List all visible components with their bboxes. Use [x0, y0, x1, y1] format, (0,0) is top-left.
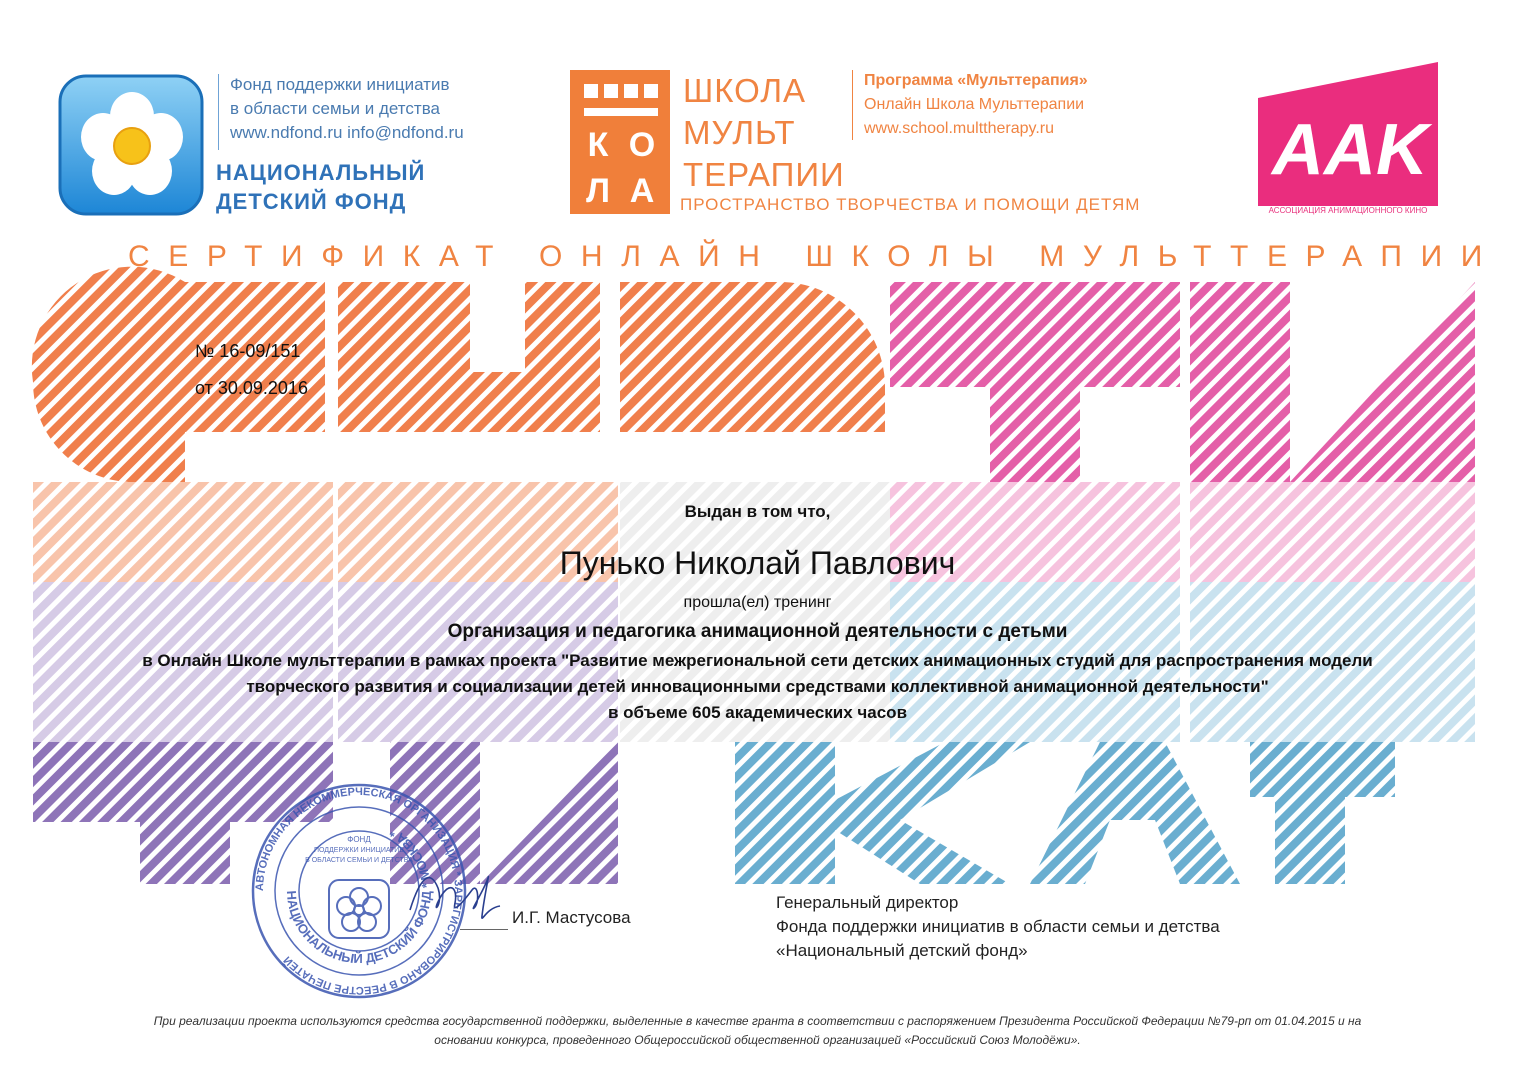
- program-name: Программа «Мульттерапия»: [864, 72, 1088, 89]
- stamp-center-line: ФОНД: [347, 835, 371, 844]
- school-title: [683, 70, 845, 196]
- school-tagline: ПРОСТРАНСТВО ТВОРЧЕСТВА И ПОМОЩИ ДЕТЯМ: [680, 195, 1141, 214]
- footer-line: При реализации проекта используются средства государственной поддержки, выделенные в качестве гранта в соответствии с распоряжением Президента Российской Федерации №79-рп от 01.04.2015 и на: [153, 1014, 1362, 1028]
- aak-logo: [1258, 62, 1438, 206]
- course-volume: в объеме 605 академических часов: [607, 703, 908, 722]
- school-multtherapy-logo: [570, 70, 670, 214]
- national-childrens-fund-logo: [58, 74, 204, 216]
- aak-logo-text: AAK: [1272, 110, 1428, 190]
- issued-text: Выдан в том что,: [684, 502, 831, 521]
- fund-name-line: ДЕТСКИЙ ФОНД: [216, 189, 407, 214]
- bg-letter-t-upper: [890, 282, 1180, 482]
- aak-caption: АССОЦИАЦИЯ АНИМАЦИОННОГО КИНО: [1268, 206, 1428, 215]
- project-description-line: в Онлайн Школе мульттерапии в рамках проекта "Развитие межрегиональной сети детских анимационных студий для распространения модели: [142, 651, 1373, 670]
- stamp-center-line: В ОБЛАСТИ СЕМЬИ И ДЕТСТВА: [305, 857, 413, 864]
- director-title-line: «Национальный детский фонд»: [776, 941, 1028, 960]
- fund-name-line: НАЦИОНАЛЬНЫЙ: [216, 160, 426, 185]
- director-title-line: Фонда поддержки инициатив в области семьи и детства: [776, 917, 1220, 936]
- project-description-line: творческого развития и социализации детей инновационными средствами коллективной анимационной деятельности": [246, 677, 1269, 696]
- recipient-name: Пунько Николай Павлович: [559, 545, 956, 581]
- bg-letter-r-upper: [620, 282, 885, 432]
- course-title: Организация и педагогика анимационной деятельности с детьми: [447, 621, 1068, 642]
- bg-letter-e-upper: [338, 282, 600, 432]
- signature-line: [460, 929, 508, 930]
- passed-training-text: прошла(ел) тренинг: [683, 594, 832, 611]
- fund-contacts: www.ndfond.ru info@ndfond.ru: [230, 123, 464, 142]
- footer-line: основании конкурса, проведенного Общероссийской общественной организацией «Российский Союз Молодёжи».: [434, 1033, 1081, 1047]
- certificate-number: № 16-09/151: [195, 341, 301, 361]
- bg-letter-c-upper: [32, 267, 325, 482]
- fund-info-line: в области семьи и детства: [230, 99, 440, 118]
- fund-name: [216, 158, 425, 216]
- bg-letter-k-lower: [735, 742, 1030, 884]
- fund-info-line: Фонд поддержки инициатив: [230, 75, 450, 94]
- certificate-heading: СЕРТИФИКАТ ОНЛАЙН ШКОЛЫ МУЛЬТТЕРАПИИ: [128, 240, 1501, 273]
- program-info: [864, 69, 1088, 141]
- footer-note: [0, 1012, 1515, 1050]
- school-title-line: ШКОЛА: [683, 72, 807, 109]
- program-url: www.school.multtherapy.ru: [864, 120, 1054, 137]
- fund-separator: [218, 74, 219, 150]
- stamp-center-line: ПОДДЕРЖКИ ИНИЦИАТИВ: [313, 847, 405, 854]
- school-logo-letter: А: [629, 172, 655, 210]
- bg-letter-i-upper: [1190, 282, 1475, 482]
- school-logo-letter: Л: [586, 172, 610, 210]
- school-logo-letter: К: [587, 126, 609, 164]
- fund-info: [230, 73, 464, 145]
- certificate-date: от 30.09.2016: [195, 378, 308, 398]
- bg-letter-a-lower: [1030, 742, 1240, 884]
- program-separator: [852, 70, 853, 140]
- program-line: Онлайн Школа Мульттерапии: [864, 96, 1085, 113]
- director-title-line: Генеральный директор: [776, 893, 959, 912]
- stamp-inner-text: НАЦИОНАЛЬНЫЙ ДЕТСКИЙ ФОНД * МОСКВА *: [283, 825, 435, 967]
- signer-name: И.Г. Мастусова: [512, 908, 631, 927]
- bg-letter-t-lower: [1250, 742, 1395, 884]
- school-title-line: МУЛЬТ: [683, 114, 796, 151]
- school-logo-letter: О: [628, 126, 656, 164]
- stamp-outer-text: АВТОНОМНАЯ НЕКОММЕРЧЕСКАЯ ОРГАНИЗАЦИЯ * ЗАРЕГИСТРИРОВАНО В РЕЕСТРЕ ПЕЧАТЕЙ: [253, 785, 465, 997]
- handwritten-signature: [400, 858, 510, 928]
- director-title: [776, 891, 1220, 963]
- stamp-flower-icon: [329, 880, 389, 938]
- school-title-line: ТЕРАПИИ: [683, 156, 845, 193]
